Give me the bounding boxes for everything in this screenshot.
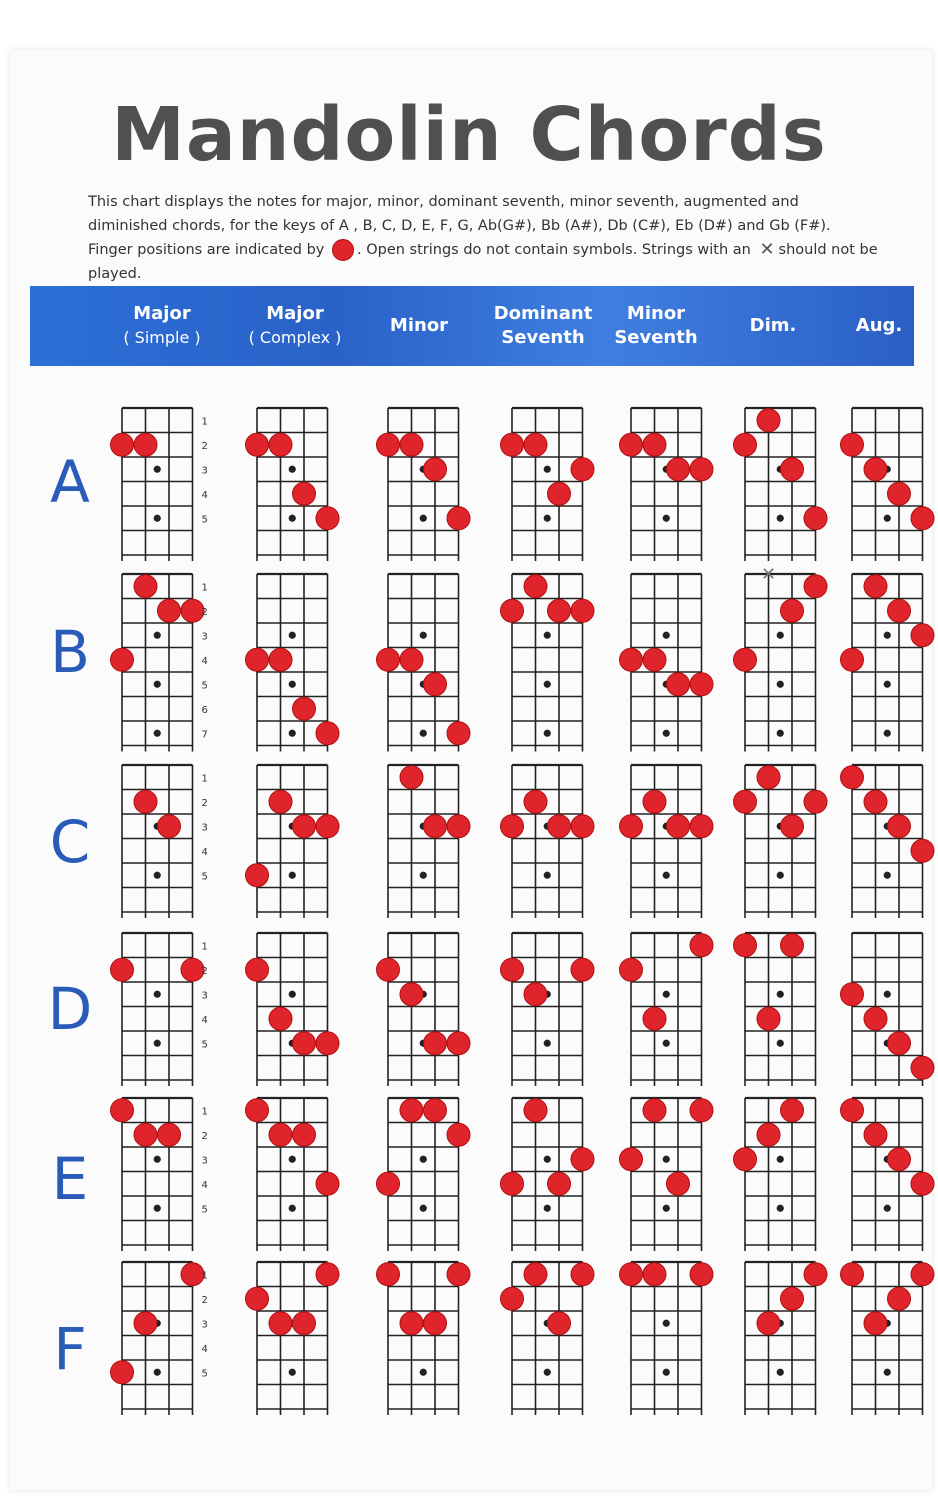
fret-number-label: 2: [201, 965, 208, 977]
chord-b-5-finger-dot: [667, 673, 690, 696]
chord-d-4-finger-dot: [571, 958, 594, 981]
chord-b-6-mute-x-icon: ✕: [760, 564, 777, 585]
chord-d-2-finger-dot: [269, 1007, 292, 1030]
chord-c-7-finger-dot: [864, 790, 887, 813]
chord-e-3-finger-dot: [447, 1123, 470, 1146]
chord-d-2-finger-dot: [293, 1032, 316, 1055]
chord-b-3-finger-dot: [424, 673, 447, 696]
chord-b-7-marker-dot: [884, 632, 891, 639]
chord-b-7-finger-dot: [888, 599, 911, 622]
chord-e-7-finger-dot: [841, 1099, 864, 1122]
chord-f-6-finger-dot: [757, 1312, 780, 1335]
fret-number-label: 3: [201, 465, 208, 477]
chord-b-4-marker-dot: [544, 632, 551, 639]
fret-number-label: 5: [201, 1368, 208, 1380]
row-letter-b: B: [50, 618, 90, 686]
chord-b-4-marker-dot: [544, 730, 551, 737]
chord-c-5-marker-dot: [663, 872, 670, 879]
chord-a-3-finger-dot: [377, 433, 400, 456]
chord-e-6-marker-dot: [777, 1156, 784, 1163]
chord-c-5-finger-dot: [643, 790, 666, 813]
chord-f-4-finger-dot: [548, 1312, 571, 1335]
chord-c-4-finger-dot: [548, 815, 571, 838]
chord-f-1-finger-dot: [111, 1361, 134, 1384]
chord-a-5-finger-dot: [620, 433, 643, 456]
chord-e-6-finger-dot: [734, 1148, 757, 1171]
chord-b-1-marker-dot: [154, 681, 161, 688]
chord-d-7-finger-dot: [864, 1007, 887, 1030]
fret-number-label: 1: [201, 773, 208, 785]
chord-a-4-marker-dot: [544, 466, 551, 473]
chord-a-6-marker-dot: [777, 515, 784, 522]
chord-b-6-marker-dot: [777, 681, 784, 688]
chord-c-3-finger-dot: [424, 815, 447, 838]
column-header-aug: Aug.: [855, 315, 903, 336]
description-line-3: should not be played.: [88, 242, 878, 282]
chord-d-2-finger-dot: [316, 1032, 339, 1055]
chord-b-7-finger-dot: [864, 575, 887, 598]
chord-f-2-finger-dot: [316, 1263, 339, 1286]
fret-number-label: 1: [201, 1106, 208, 1118]
chord-e-3-finger-dot: [377, 1172, 400, 1195]
fret-number-label: 7: [201, 729, 208, 741]
chord-e-6-marker-dot: [777, 1205, 784, 1212]
chord-a-4-finger-dot: [524, 433, 547, 456]
chord-b-2-finger-dot: [316, 722, 339, 745]
chord-d-7-marker-dot: [884, 991, 891, 998]
chord-f-3-finger-dot: [400, 1312, 423, 1335]
chord-a-7-finger-dot: [864, 458, 887, 481]
chord-d-3-finger-dot: [447, 1032, 470, 1055]
chord-b-2-finger-dot: [246, 648, 269, 671]
fret-number-label: 4: [201, 655, 208, 667]
chord-f-7-finger-dot: [888, 1287, 911, 1310]
chord-f-5-finger-dot: [620, 1263, 643, 1286]
chord-b-2-marker-dot: [289, 681, 296, 688]
chord-e-5-finger-dot: [643, 1099, 666, 1122]
chord-d-5-finger-dot: [690, 934, 713, 957]
chord-e-3-marker-dot: [420, 1205, 427, 1212]
chord-e-2-marker-dot: [289, 1205, 296, 1212]
description-line-1: This chart displays the notes for major, minor, dominant seventh, minor seventh, augmented and diminished chords, for the keys of A , B, C, D, E, F, G, Ab(G#), Bb (A#), Db (C#), Eb (D#) and Gb (F#). Finger positions are indicated by: [88, 194, 831, 258]
fret-number-label: 2: [201, 797, 208, 809]
chord-c-6-marker-dot: [777, 872, 784, 879]
chord-e-2-finger-dot: [293, 1123, 316, 1146]
chord-a-7-finger-dot: [911, 507, 934, 530]
chord-e-4-marker-dot: [544, 1205, 551, 1212]
chord-a-2-marker-dot: [289, 466, 296, 473]
fret-number-label: 5: [201, 680, 208, 692]
chord-a-1-finger-dot: [134, 433, 157, 456]
chord-a-7-finger-dot: [888, 482, 911, 505]
chord-c-7-finger-dot: [888, 815, 911, 838]
chord-c-4-finger-dot: [501, 815, 524, 838]
chord-f-5-finger-dot: [690, 1263, 713, 1286]
chord-e-1-finger-dot: [158, 1123, 181, 1146]
fret-number-label: 3: [201, 822, 208, 834]
chord-c-2-finger-dot: [316, 815, 339, 838]
chord-d-6-finger-dot: [757, 1007, 780, 1030]
chord-a-6-finger-dot: [757, 409, 780, 432]
chord-a-5-finger-dot: [667, 458, 690, 481]
chord-e-4-finger-dot: [501, 1172, 524, 1195]
chord-a-2-finger-dot: [293, 482, 316, 505]
chord-e-2-finger-dot: [246, 1099, 269, 1122]
chord-b-2-marker-dot: [289, 730, 296, 737]
chord-a-2-finger-dot: [246, 433, 269, 456]
chord-e-5-finger-dot: [690, 1099, 713, 1122]
chord-a-6-finger-dot: [734, 433, 757, 456]
chord-c-3-finger-dot: [400, 766, 423, 789]
chord-d-3-finger-dot: [400, 983, 423, 1006]
chord-a-3-finger-dot: [447, 507, 470, 530]
chord-b-4-finger-dot: [524, 575, 547, 598]
fret-number-label: 3: [201, 1155, 208, 1167]
fret-number-label: 5: [201, 514, 208, 526]
chord-c-4-finger-dot: [571, 815, 594, 838]
chord-a-3-finger-dot: [424, 458, 447, 481]
chord-b-5-marker-dot: [663, 632, 670, 639]
chord-d-3-finger-dot: [377, 958, 400, 981]
chord-b-1-finger-dot: [158, 599, 181, 622]
chord-c-5-finger-dot: [667, 815, 690, 838]
chord-b-1-finger-dot: [111, 648, 134, 671]
chord-e-5-marker-dot: [663, 1156, 670, 1163]
chord-a-7-finger-dot: [841, 433, 864, 456]
chord-e-4-marker-dot: [544, 1156, 551, 1163]
chord-a-4-marker-dot: [544, 515, 551, 522]
row-letter-e: E: [51, 1145, 89, 1213]
chord-e-7-finger-dot: [888, 1148, 911, 1171]
fret-number-label: 1: [201, 416, 208, 428]
chord-a-1-finger-dot: [111, 433, 134, 456]
chord-c-7-finger-dot: [841, 766, 864, 789]
chord-a-4-finger-dot: [548, 482, 571, 505]
chord-c-6-finger-dot: [734, 790, 757, 813]
fret-number-label: 4: [201, 1014, 208, 1026]
chord-b-3-finger-dot: [447, 722, 470, 745]
chord-d-5-marker-dot: [663, 991, 670, 998]
chord-d-4-marker-dot: [544, 1040, 551, 1047]
chord-b-6-finger-dot: [734, 648, 757, 671]
chord-f-7-finger-dot: [841, 1263, 864, 1286]
fret-number-label: 1: [201, 582, 208, 594]
column-header-dominant-seventh: Dominant Seventh: [493, 303, 593, 348]
chord-c-2-finger-dot: [293, 815, 316, 838]
chord-e-2-marker-dot: [289, 1156, 296, 1163]
chord-f-6-finger-dot: [781, 1287, 804, 1310]
chord-d-4-finger-dot: [501, 958, 524, 981]
chord-e-1-finger-dot: [134, 1123, 157, 1146]
chord-d-5-finger-dot: [643, 1007, 666, 1030]
chord-d-5-marker-dot: [663, 1040, 670, 1047]
chord-a-1-marker-dot: [154, 466, 161, 473]
chord-b-2-finger-dot: [293, 697, 316, 720]
chord-c-1-finger-dot: [134, 790, 157, 813]
chord-f-3-marker-dot: [420, 1369, 427, 1376]
chord-b-4-finger-dot: [571, 599, 594, 622]
chord-c-3-marker-dot: [420, 872, 427, 879]
column-header-minor: Minor: [389, 315, 449, 336]
description-line-2: . Open strings do not contain symbols. Strings with an: [356, 242, 751, 258]
chord-f-2-finger-dot: [246, 1287, 269, 1310]
chord-d-1-finger-dot: [111, 958, 134, 981]
chord-d-7-finger-dot: [888, 1032, 911, 1055]
chord-f-3-finger-dot: [424, 1312, 447, 1335]
fret-number-label: 5: [201, 871, 208, 883]
chord-b-1-finger-dot: [134, 575, 157, 598]
fret-number-label: 2: [201, 1294, 208, 1306]
x-mark-icon: ✕: [759, 239, 775, 260]
chord-d-2-marker-dot: [289, 991, 296, 998]
page-title: Mandolin Chords: [111, 92, 827, 178]
fret-number-label: 3: [201, 1319, 208, 1331]
chord-f-2-marker-dot: [289, 1369, 296, 1376]
chord-c-2-finger-dot: [269, 790, 292, 813]
chord-d-4-finger-dot: [524, 983, 547, 1006]
chord-c-5-finger-dot: [690, 815, 713, 838]
chord-d-2-finger-dot: [246, 958, 269, 981]
chord-f-6-marker-dot: [777, 1369, 784, 1376]
chord-a-2-finger-dot: [269, 433, 292, 456]
fret-number-label: 3: [201, 631, 208, 643]
chord-f-1-finger-dot: [134, 1312, 157, 1335]
chord-e-6-finger-dot: [757, 1123, 780, 1146]
chord-e-3-marker-dot: [420, 1156, 427, 1163]
chord-c-4-finger-dot: [524, 790, 547, 813]
row-letter-f: F: [53, 1315, 87, 1383]
chord-b-3-finger-dot: [400, 648, 423, 671]
chord-c-6-finger-dot: [804, 790, 827, 813]
chord-c-2-marker-dot: [289, 872, 296, 879]
chord-b-1-marker-dot: [154, 730, 161, 737]
chord-d-7-finger-dot: [911, 1056, 934, 1079]
chord-b-5-finger-dot: [690, 673, 713, 696]
chord-a-7-marker-dot: [884, 515, 891, 522]
chord-a-5-finger-dot: [643, 433, 666, 456]
chord-c-6-finger-dot: [781, 815, 804, 838]
fret-number-label: 4: [201, 1179, 208, 1191]
chord-d-7-finger-dot: [841, 983, 864, 1006]
chord-d-1-marker-dot: [154, 991, 161, 998]
chord-a-6-finger-dot: [804, 507, 827, 530]
chord-a-4-finger-dot: [571, 458, 594, 481]
chord-b-7-finger-dot: [841, 648, 864, 671]
chord-a-1-marker-dot: [154, 515, 161, 522]
chord-b-1-marker-dot: [154, 632, 161, 639]
chord-b-2-finger-dot: [269, 648, 292, 671]
chord-b-6-marker-dot: [777, 730, 784, 737]
chord-e-5-finger-dot: [620, 1148, 643, 1171]
chord-f-1-marker-dot: [154, 1369, 161, 1376]
chord-f-2-finger-dot: [293, 1312, 316, 1335]
fret-number-label: 2: [201, 606, 208, 618]
chord-b-4-finger-dot: [548, 599, 571, 622]
row-letter-c: C: [49, 808, 91, 876]
chord-c-7-finger-dot: [911, 839, 934, 862]
chord-a-6-finger-dot: [781, 458, 804, 481]
chord-e-5-finger-dot: [667, 1172, 690, 1195]
fret-number-label: 4: [201, 1343, 208, 1355]
chord-e-7-marker-dot: [884, 1205, 891, 1212]
chord-b-7-marker-dot: [884, 730, 891, 737]
chord-d-5-finger-dot: [620, 958, 643, 981]
chord-e-3-finger-dot: [400, 1099, 423, 1122]
chord-e-5-marker-dot: [663, 1205, 670, 1212]
chord-b-6-finger-dot: [804, 575, 827, 598]
chord-a-5-marker-dot: [663, 515, 670, 522]
chord-c-1-marker-dot: [154, 872, 161, 879]
chord-e-4-finger-dot: [548, 1172, 571, 1195]
chord-e-2-finger-dot: [316, 1172, 339, 1195]
chord-e-1-marker-dot: [154, 1156, 161, 1163]
fret-number-label: 4: [201, 846, 208, 858]
column-header-major-complex: Major ( Complex ): [248, 303, 342, 347]
chord-b-5-finger-dot: [620, 648, 643, 671]
chord-f-5-marker-dot: [663, 1320, 670, 1327]
chord-b-5-finger-dot: [643, 648, 666, 671]
chord-b-6-finger-dot: [781, 599, 804, 622]
column-header-dim: Dim.: [749, 315, 797, 336]
chord-b-5-marker-dot: [663, 730, 670, 737]
chord-b-7-marker-dot: [884, 681, 891, 688]
chord-c-5-finger-dot: [620, 815, 643, 838]
chord-d-6-marker-dot: [777, 991, 784, 998]
chord-c-7-marker-dot: [884, 872, 891, 879]
fret-number-label: 5: [201, 1204, 208, 1216]
chord-e-7-finger-dot: [911, 1172, 934, 1195]
chord-f-3-finger-dot: [447, 1263, 470, 1286]
chord-e-3-finger-dot: [424, 1099, 447, 1122]
fret-number-label: 2: [201, 1130, 208, 1142]
chord-f-6-finger-dot: [804, 1263, 827, 1286]
chord-e-6-finger-dot: [781, 1099, 804, 1122]
chord-b-3-finger-dot: [377, 648, 400, 671]
chord-f-5-finger-dot: [643, 1263, 666, 1286]
chord-f-5-marker-dot: [663, 1369, 670, 1376]
chord-d-6-finger-dot: [781, 934, 804, 957]
chord-e-2-finger-dot: [269, 1123, 292, 1146]
chord-c-3-finger-dot: [447, 815, 470, 838]
column-header-major-simple: Major ( Simple ): [123, 303, 201, 347]
row-letter-d: D: [47, 975, 93, 1043]
chord-b-6-marker-dot: [777, 632, 784, 639]
chord-a-5-finger-dot: [690, 458, 713, 481]
chord-a-2-marker-dot: [289, 515, 296, 522]
chord-d-6-marker-dot: [777, 1040, 784, 1047]
chord-a-2-finger-dot: [316, 507, 339, 530]
fret-number-label: 1: [201, 1270, 208, 1282]
chord-b-7-finger-dot: [911, 624, 934, 647]
chord-f-3-finger-dot: [377, 1263, 400, 1286]
fret-number-label: 1: [201, 941, 208, 953]
fret-number-label: 3: [201, 990, 208, 1002]
chord-b-2-marker-dot: [289, 632, 296, 639]
chord-e-1-finger-dot: [111, 1099, 134, 1122]
chord-f-4-marker-dot: [544, 1369, 551, 1376]
chord-f-2-finger-dot: [269, 1312, 292, 1335]
chord-d-3-finger-dot: [424, 1032, 447, 1055]
chord-c-4-marker-dot: [544, 872, 551, 879]
chord-e-1-marker-dot: [154, 1205, 161, 1212]
chord-e-4-finger-dot: [524, 1099, 547, 1122]
chord-f-4-finger-dot: [501, 1287, 524, 1310]
column-header-minor-seventh: Minor Seventh: [614, 303, 698, 348]
chord-c-1-finger-dot: [158, 815, 181, 838]
chord-c-2-finger-dot: [246, 864, 269, 887]
chord-d-1-marker-dot: [154, 1040, 161, 1047]
chord-e-7-finger-dot: [864, 1123, 887, 1146]
chord-b-4-finger-dot: [501, 599, 524, 622]
chord-b-4-marker-dot: [544, 681, 551, 688]
fret-number-label: 5: [201, 1039, 208, 1051]
fret-number-label: 4: [201, 489, 208, 501]
chord-e-4-finger-dot: [571, 1148, 594, 1171]
chord-f-7-finger-dot: [864, 1312, 887, 1335]
row-letter-a: A: [50, 448, 90, 516]
fret-number-label: 2: [201, 440, 208, 452]
chord-d-6-finger-dot: [734, 934, 757, 957]
fret-number-label: 6: [201, 704, 208, 716]
chord-a-3-finger-dot: [400, 433, 423, 456]
chord-f-7-marker-dot: [884, 1369, 891, 1376]
chord-b-3-marker-dot: [420, 730, 427, 737]
chord-f-7-finger-dot: [911, 1263, 934, 1286]
chord-b-3-marker-dot: [420, 632, 427, 639]
chord-f-4-finger-dot: [571, 1263, 594, 1286]
chord-a-3-marker-dot: [420, 515, 427, 522]
chord-c-6-finger-dot: [757, 766, 780, 789]
chord-f-4-finger-dot: [524, 1263, 547, 1286]
chord-a-4-finger-dot: [501, 433, 524, 456]
